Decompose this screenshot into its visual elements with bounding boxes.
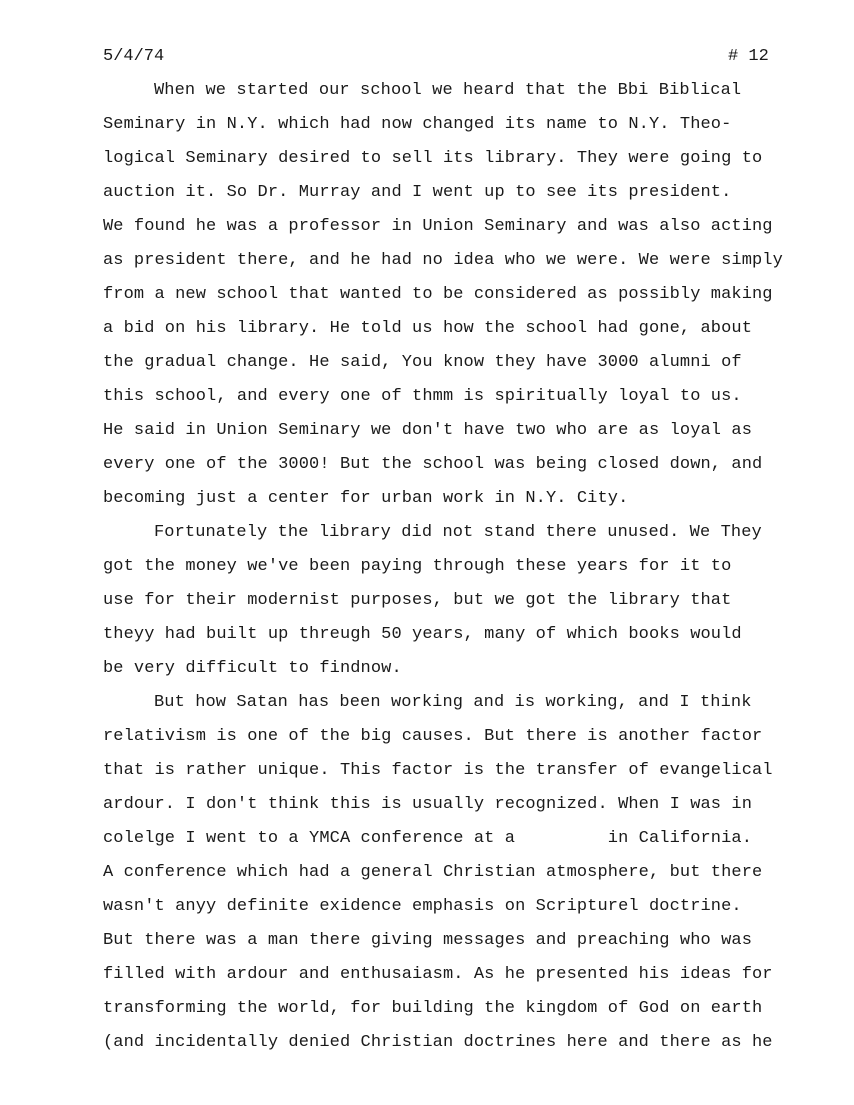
text-line: logical Seminary desired to sell its library. They were going to [103, 149, 763, 168]
text-line: When we started our school we heard that the Bbi Biblical [154, 81, 742, 100]
text-line: from a new school that wanted to be considered as possibly making [103, 285, 773, 304]
text-line: that is rather unique. This factor is the transfer of evangelical [103, 761, 773, 780]
text-line: ardour. I don't think this is usually recognized. When I was in [103, 795, 753, 814]
text-line: Seminary in N.Y. which had now changed its name to N.Y. Theo- [103, 115, 732, 134]
text-line: Fortunately the library did not stand there unused. We They [154, 523, 762, 542]
text-line: the gradual change. He said, You know they have 3000 alumni of [103, 353, 742, 372]
text-line: becoming just a center for urban work in N.Y. City. [103, 489, 629, 508]
document-body [103, 74, 783, 1060]
text-line: this school, and every one of thmm is spiritually loyal to us. [103, 387, 742, 406]
text-line: We fоund he was a professor in Union Seminary and was also acting [103, 217, 773, 236]
text-line: (and incidentally denied Christian doctrines here and there as he [103, 1033, 773, 1052]
text-line: wasn't anyy definite exidence emphasis on Scripturel doctrine. [103, 897, 742, 916]
text-line: filled with ardour and enthusaiasm. As he presented his ideas for [103, 965, 773, 984]
text-line: be very difficult to findnow. [103, 659, 402, 678]
text-line: as president there, and he had no idea who we were. We were simply [103, 251, 783, 270]
text-line: transforming the world, for building the kingdom of God on earth [103, 999, 763, 1018]
text-line: colelge I went to a YMCA conference at a in California. [103, 829, 753, 848]
text-line: A conference which had a general Christian atmosphere, but there [103, 863, 763, 882]
text-line: theyy had built up threugh 50 years, many of which books would [103, 625, 742, 644]
document-date: 5/4/74 [103, 47, 165, 66]
text-line: got the money we've been paying through these years for it to [103, 557, 732, 576]
text-line: use for their modernist purposes, but we got the library that [103, 591, 732, 610]
text-line: every one of the 3000! But the school was being closed down, and [103, 455, 763, 474]
text-line: He said in Union Seminary we don't have two who are as loyal as [103, 421, 753, 440]
text-line: relativism is one of the big causes. But there is another factor [103, 727, 763, 746]
text-line: But there was a man there giving messages and preaching who was [103, 931, 753, 950]
text-line: a bid on his library. He told us how the school had gone, about [103, 319, 753, 338]
page-number: # 12 [728, 47, 769, 66]
text-line: But how Satan has been working and is working, and I think [154, 693, 752, 712]
text-line: auction it. So Dr. Murray and I went up to see its president. [103, 183, 732, 202]
